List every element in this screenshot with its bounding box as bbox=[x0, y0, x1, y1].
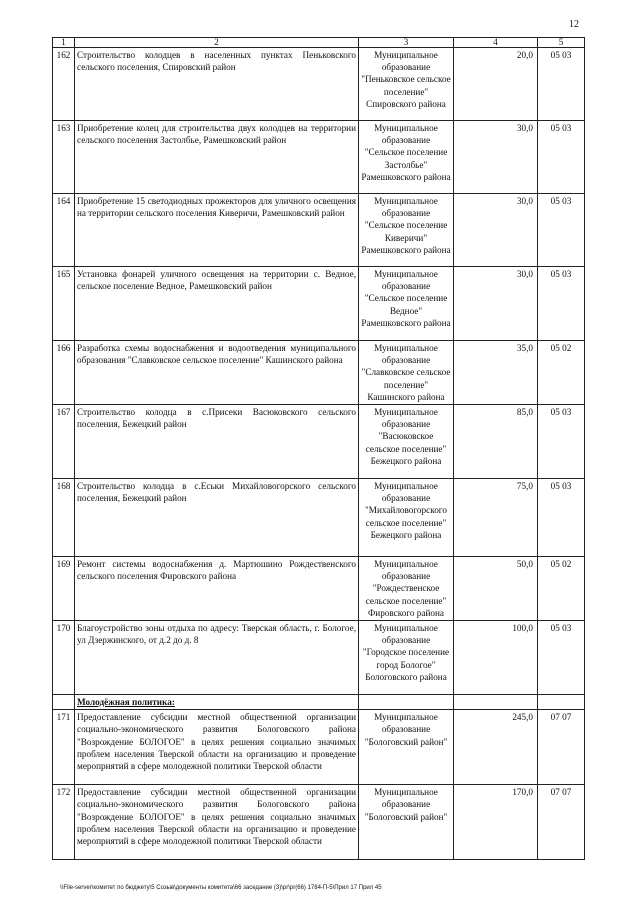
row-description: Благоустройство зоны отдыха по адресу: Тверская область, г. Бологое, ул Дзержинского, от д.2 до д. 8 bbox=[75, 621, 359, 695]
row-number: 169 bbox=[53, 557, 75, 621]
section-title: Молодёжная политика: bbox=[75, 695, 359, 710]
row-municipality: Муниципальное образование "Рождественское сельское поселение" Фировского района bbox=[359, 557, 454, 621]
row-number: 167 bbox=[53, 405, 75, 479]
row-code: 07 07 bbox=[538, 785, 585, 860]
row-number: 166 bbox=[53, 341, 75, 405]
row-amount: 50,0 bbox=[454, 557, 538, 621]
table-row bbox=[53, 785, 585, 860]
table-row bbox=[53, 121, 585, 194]
appropriations-table bbox=[52, 37, 585, 860]
row-municipality: Муниципальное образование "Славковское сельское поселение" Кашинского района bbox=[359, 341, 454, 405]
row-number: 164 bbox=[53, 194, 75, 267]
row-municipality: Муниципальное образование "Пеньковское сельское поселение" Спировского района bbox=[359, 48, 454, 121]
row-number: 172 bbox=[53, 785, 75, 860]
row-municipality: Муниципальное образование "Бологовский район" bbox=[359, 785, 454, 860]
row-code: 05 03 bbox=[538, 405, 585, 479]
row-description: Строительство колодцев в населенных пунктах Пеньковского сельского поселения, Спировский район bbox=[75, 48, 359, 121]
row-amount: 30,0 bbox=[454, 194, 538, 267]
row-code: 05 03 bbox=[538, 48, 585, 121]
row-description: Строительство колодца в с.Еськи Михайловогорского сельского поселения, Бежецкий район bbox=[75, 479, 359, 557]
section-empty-cell bbox=[454, 695, 538, 710]
header-row bbox=[53, 38, 585, 48]
row-amount: 20,0 bbox=[454, 48, 538, 121]
table-row bbox=[53, 48, 585, 121]
row-municipality: Муниципальное образование "Сельское поселение Киверичи" Рамешковского района bbox=[359, 194, 454, 267]
row-municipality: Муниципальное образование "Михайловогорского сельское поселение" Бежецкого района bbox=[359, 479, 454, 557]
row-code: 05 03 bbox=[538, 621, 585, 695]
table-row bbox=[53, 405, 585, 479]
row-code: 05 03 bbox=[538, 267, 585, 341]
table-row bbox=[53, 621, 585, 695]
row-description: Приобретение 15 светодиодных прожекторов для уличного освещения на территории сельского поселения Киверичи, Рамешковский район bbox=[75, 194, 359, 267]
row-amount: 170,0 bbox=[454, 785, 538, 860]
table-row bbox=[53, 479, 585, 557]
row-municipality: Муниципальное образование "Сельское поселение Ведное" Рамешковского района bbox=[359, 267, 454, 341]
row-description: Строительство колодца в с.Присеки Васюковского сельского поселения, Бежецкий район bbox=[75, 405, 359, 479]
section-row bbox=[53, 695, 585, 710]
column-header: 3 bbox=[359, 38, 454, 48]
row-description: Ремонт системы водоснабжения д. Мартюшино Рождественского сельского поселения Фировского района bbox=[75, 557, 359, 621]
column-header: 2 bbox=[75, 38, 359, 48]
row-number: 170 bbox=[53, 621, 75, 695]
row-municipality: Муниципальное образование "Бологовский район" bbox=[359, 710, 454, 785]
row-amount: 75,0 bbox=[454, 479, 538, 557]
row-description: Разработка схемы водоснабжения и водоотведения муниципального образования "Славковское сельское поселение" Кашинского района bbox=[75, 341, 359, 405]
column-header: 1 bbox=[53, 38, 75, 48]
column-header: 5 bbox=[538, 38, 585, 48]
row-code: 05 02 bbox=[538, 557, 585, 621]
row-description: Установка фонарей уличного освещения на территории с. Ведное, сельское поселение Ведное, Рамешковский район bbox=[75, 267, 359, 341]
section-empty-cell bbox=[359, 695, 454, 710]
row-number: 162 bbox=[53, 48, 75, 121]
file-path-footer: \\File-server\комитет по бюджету\5 Созыв\документы комитета\66 заседание (3)\pr\pr(66) 1784-П-5\Прил 17 Прил 45 bbox=[60, 885, 382, 891]
row-number: 165 bbox=[53, 267, 75, 341]
row-municipality: Муниципальное образование "Сельское поселение Застолбье" Рамешковского района bbox=[359, 121, 454, 194]
row-amount: 245,0 bbox=[454, 710, 538, 785]
page-number: 12 bbox=[569, 19, 579, 30]
table-row bbox=[53, 194, 585, 267]
row-amount: 30,0 bbox=[454, 267, 538, 341]
section-empty-cell bbox=[538, 695, 585, 710]
row-code: 05 02 bbox=[538, 341, 585, 405]
row-number: 163 bbox=[53, 121, 75, 194]
row-code: 05 03 bbox=[538, 121, 585, 194]
row-municipality: Муниципальное образование "Васюковское сельское поселение" Бежецкого района bbox=[359, 405, 454, 479]
table-row bbox=[53, 557, 585, 621]
row-amount: 35,0 bbox=[454, 341, 538, 405]
row-code: 07 07 bbox=[538, 710, 585, 785]
row-code: 05 03 bbox=[538, 194, 585, 267]
section-empty-cell bbox=[53, 695, 75, 710]
row-amount: 30,0 bbox=[454, 121, 538, 194]
table-row bbox=[53, 710, 585, 785]
row-amount: 100,0 bbox=[454, 621, 538, 695]
row-amount: 85,0 bbox=[454, 405, 538, 479]
row-municipality: Муниципальное образование "Городское поселение город Бологое" Бологовского района bbox=[359, 621, 454, 695]
row-number: 171 bbox=[53, 710, 75, 785]
row-description: Предоставление субсидии местной общественной организации социально-экономического развития Бологовского района "Возрождение БОЛОГОЕ" в целях решения социально значимых проблем населения Тверской области на организацию и проведение мероприятий в сфере молодежной политики Тверской области bbox=[75, 710, 359, 785]
table-row bbox=[53, 341, 585, 405]
row-number: 168 bbox=[53, 479, 75, 557]
row-code: 05 03 bbox=[538, 479, 585, 557]
row-description: Приобретение колец для строительства двух колодцев на территории сельского поселения Застолбье, Рамешковский район bbox=[75, 121, 359, 194]
column-header: 4 bbox=[454, 38, 538, 48]
table-row bbox=[53, 267, 585, 341]
row-description: Предоставление субсидии местной общественной организации социально-экономического развития Бологовского района "Возрождение БОЛОГОЕ" в целях решения социально значимых проблем населения Тверской области на организацию и проведение мероприятий в сфере молодежной политики Тверской области bbox=[75, 785, 359, 860]
